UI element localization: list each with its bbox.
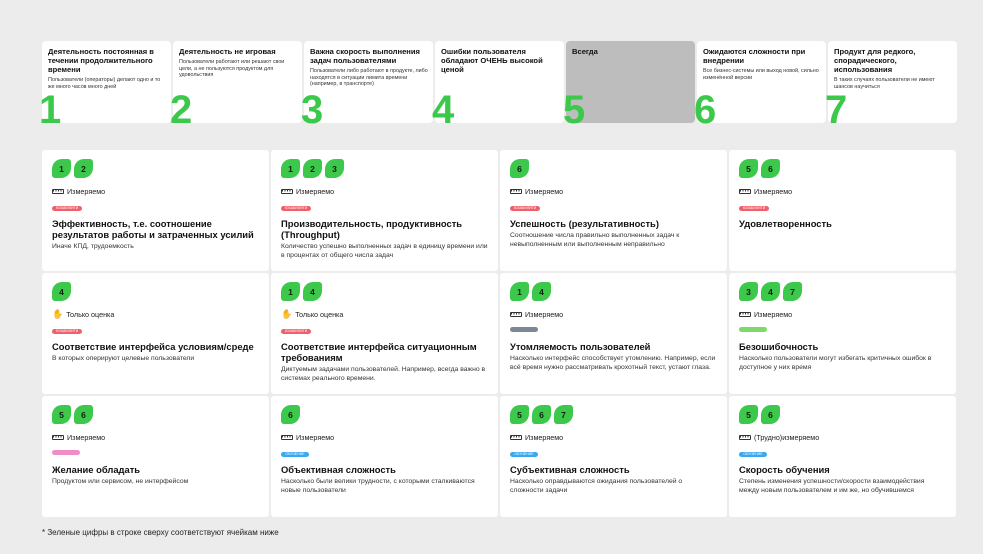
metric-title: Удовлетворенность: [739, 218, 832, 229]
category-pill: ЮЗАБИЛИТИ: [510, 206, 540, 211]
criteria-badge: 6: [761, 159, 780, 178]
category-pill: ОБУЧЕНИЕ: [510, 452, 538, 457]
metric-card: [729, 396, 956, 517]
measure-type: [281, 309, 488, 319]
metric-desc: Насколько интерфейс способствует утомлению. Например, если всё время нужно рассматривать крохотный текст, устают глаза.: [510, 355, 716, 371]
criteria-badges: [510, 405, 717, 424]
hand-icon: ✋: [52, 308, 64, 319]
measure-type: [510, 432, 717, 442]
criteria-badge: 6: [532, 405, 551, 424]
metric-card: [42, 396, 269, 517]
metrics-grid: [42, 150, 956, 517]
category-pill: ЮЗАБИЛИТИ: [281, 329, 311, 334]
criteria-badges: [52, 405, 259, 424]
criteria-desc: Пользователи (операторы) делают одно и то же много часов много дней: [48, 77, 161, 90]
metric-title: Соответствие интерфейса условиям/среде: [52, 341, 254, 352]
metric-desc: Степень изменения успешности/скорости взаимодействия между новым пользователем и им же, но обучившемся: [739, 478, 925, 494]
criteria-desc: Пользователи работают или решают свои цели, а не пользуются продуктом для удовольствия: [179, 59, 285, 78]
criteria-badge: 2: [74, 159, 93, 178]
measure-label: Только оценка: [295, 309, 344, 319]
metric-desc: Насколько оправдываются ожидания пользователей о сложности задачи: [510, 478, 683, 494]
measure-type: [739, 432, 946, 442]
metric-card: [42, 273, 269, 394]
measure-label: Измеряемо: [754, 309, 793, 319]
criteria-badges: [739, 159, 946, 178]
metric-card: [729, 150, 956, 271]
metric-title: Безошибочность: [739, 341, 819, 352]
category-pill: [52, 450, 80, 455]
criteria-number: 3: [301, 88, 324, 132]
metric-card: [500, 396, 727, 517]
measure-label: Измеряемо: [525, 309, 564, 319]
category-pill: [739, 327, 767, 332]
metric-desc: Продуктом или сервисом, не интерфейсом: [52, 478, 189, 485]
metric-title: Соответствие интерфейса ситуационным требованиям: [281, 341, 477, 363]
criteria-badges: [281, 405, 488, 424]
criteria-title: Деятельность не игровая: [179, 47, 276, 56]
criteria-badges: [739, 405, 946, 424]
criteria-badge: 4: [52, 282, 71, 301]
category-pill: ЮЗАБИЛИТИ: [52, 329, 82, 334]
metric-title: Успешность (результативность): [510, 218, 659, 229]
ruler-icon: [52, 189, 64, 194]
metric-desc: Количество успешно выполненных задач в единицу времени или в процентах от общего числа задач: [281, 243, 488, 259]
measure-label: (Трудно)измеряемо: [754, 432, 820, 442]
criteria-badge: 7: [783, 282, 802, 301]
ruler-icon: [281, 435, 293, 440]
top-criteria-row: [39, 41, 957, 132]
measure-label: Измеряемо: [296, 432, 335, 442]
criteria-badge: 5: [739, 159, 758, 178]
measure-label: Измеряемо: [754, 186, 793, 196]
metric-title: Скорость обучения: [739, 464, 830, 475]
footnote: * Зеленые цифры в строке сверху соответствуют ячейкам ниже: [42, 528, 279, 537]
criteria-badges: [281, 159, 488, 178]
metric-desc: Насколько были велики трудности, с которыми сталкиваются новые пользователи: [281, 478, 475, 494]
measure-type: [281, 186, 488, 196]
criteria-card-7: [825, 41, 957, 132]
criteria-badges: [739, 282, 946, 301]
category-pill: ОБУЧЕНИЕ: [739, 452, 767, 457]
criteria-number: 5: [563, 88, 586, 132]
category-pill: ЮЗАБИЛИТИ: [281, 206, 311, 211]
criteria-number: 2: [170, 88, 193, 132]
metric-desc: Насколько пользователи могут избегать критичных ошибок в доступное у них время: [739, 355, 932, 371]
ruler-icon: [739, 312, 751, 317]
ruler-icon: [739, 435, 751, 440]
criteria-card-2: [170, 41, 302, 132]
measure-type: [739, 309, 946, 319]
criteria-number: 4: [432, 88, 455, 132]
metric-desc: Иначе КПД, трудоемкость: [52, 243, 134, 250]
metric-title: Производительность, продуктивность (Throughput): [281, 218, 463, 240]
criteria-badge: 6: [510, 159, 529, 178]
criteria-badge: 5: [52, 405, 71, 424]
criteria-badge: 4: [303, 282, 322, 301]
category-pill: [510, 327, 538, 332]
metric-card: [271, 396, 498, 517]
criteria-badges: [52, 159, 259, 178]
criteria-badge: 6: [761, 405, 780, 424]
criteria-badge: 4: [761, 282, 780, 301]
measure-type: [52, 432, 259, 442]
criteria-badge: 6: [74, 405, 93, 424]
metric-title: Желание обладать: [52, 464, 141, 475]
measure-type: [739, 186, 946, 196]
metric-title: Эффективность, т.е. соотношение результатов работы и затраченных усилий: [52, 218, 254, 240]
metric-card: [500, 273, 727, 394]
criteria-badge: 1: [281, 282, 300, 301]
ruler-icon: [510, 435, 522, 440]
metric-desc: Диктуемым задачами пользователей. Например, всегда важно в системах реального времени.: [281, 366, 486, 382]
metric-card: [271, 150, 498, 271]
criteria-title: Ошибки пользователя обладают ОЧЕНЬ высокой ценой: [441, 47, 543, 74]
measure-label: Измеряемо: [525, 432, 564, 442]
criteria-badge: 1: [281, 159, 300, 178]
criteria-title: Всегда: [572, 47, 598, 56]
metric-card: [729, 273, 956, 394]
hand-icon: ✋: [281, 308, 293, 319]
criteria-badge: 2: [303, 159, 322, 178]
criteria-badges: [281, 282, 488, 301]
criteria-card-4: [432, 41, 564, 132]
criteria-badge: 1: [510, 282, 529, 301]
measure-type: [52, 186, 259, 196]
measure-type: [510, 186, 717, 196]
measure-type: [281, 432, 488, 442]
metric-title: Субъективная сложность: [510, 464, 630, 475]
criteria-desc: Все бизнес-системы или выход новой, сильно изменённой версии: [703, 68, 819, 81]
measure-label: Только оценка: [66, 309, 115, 319]
criteria-badges: [510, 282, 717, 301]
category-pill: ЮЗАБИЛИТИ: [52, 206, 82, 211]
category-pill: ОБУЧЕНИЕ: [281, 452, 309, 457]
ruler-icon: [510, 312, 522, 317]
measure-label: Измеряемо: [67, 186, 106, 196]
criteria-title: Ожидаются сложности при внедрении: [703, 47, 806, 65]
metric-card: [42, 150, 269, 271]
criteria-desc: В таких случаях пользователи не имеют шансов научиться: [834, 77, 935, 90]
measure-type: [510, 309, 717, 319]
criteria-badge: 5: [510, 405, 529, 424]
criteria-number: 6: [694, 88, 717, 132]
metric-title: Объективная сложность: [281, 464, 396, 475]
criteria-badges: [510, 159, 717, 178]
criteria-badges: [52, 282, 259, 301]
criteria-badge: 1: [52, 159, 71, 178]
metric-title: Утомляемость пользователей: [510, 341, 651, 352]
criteria-card-6: [694, 41, 826, 132]
criteria-badge: 6: [281, 405, 300, 424]
criteria-title: Важна скорость выполнения задач пользователями: [310, 47, 420, 65]
criteria-number: 7: [825, 88, 848, 132]
ruler-icon: [281, 189, 293, 194]
criteria-badge: 7: [554, 405, 573, 424]
measure-label: Измеряемо: [525, 186, 564, 196]
measure-label: Измеряемо: [296, 186, 335, 196]
criteria-card-1: [39, 41, 171, 132]
ruler-icon: [510, 189, 522, 194]
measure-type: [52, 309, 259, 319]
metric-desc: Соотношение числа правильно выполненных задач к невыполненным или выполненным неправильно: [510, 232, 680, 248]
measure-label: Измеряемо: [67, 432, 106, 442]
category-pill: ЮЗАБИЛИТИ: [739, 206, 769, 211]
criteria-badge: 5: [739, 405, 758, 424]
metric-card: [500, 150, 727, 271]
metric-desc: В которых оперируют целевые пользователи: [52, 355, 195, 362]
criteria-number: 1: [39, 88, 62, 132]
criteria-desc: Пользователи либо работают в продукте, либо находятся в ситуации лимита времени (например, в транспорте): [310, 68, 428, 87]
criteria-title: Продукт для редкого, спорадического, использования: [834, 47, 916, 74]
ruler-icon: [739, 189, 751, 194]
criteria-badge: 4: [532, 282, 551, 301]
criteria-card-5: [563, 41, 695, 132]
criteria-badge: 3: [325, 159, 344, 178]
criteria-badge: 3: [739, 282, 758, 301]
ruler-icon: [52, 435, 64, 440]
criteria-card-3: [301, 41, 433, 132]
metric-card: [271, 273, 498, 394]
criteria-title: Деятельность постоянная в течении продолжительного времени: [48, 47, 154, 74]
